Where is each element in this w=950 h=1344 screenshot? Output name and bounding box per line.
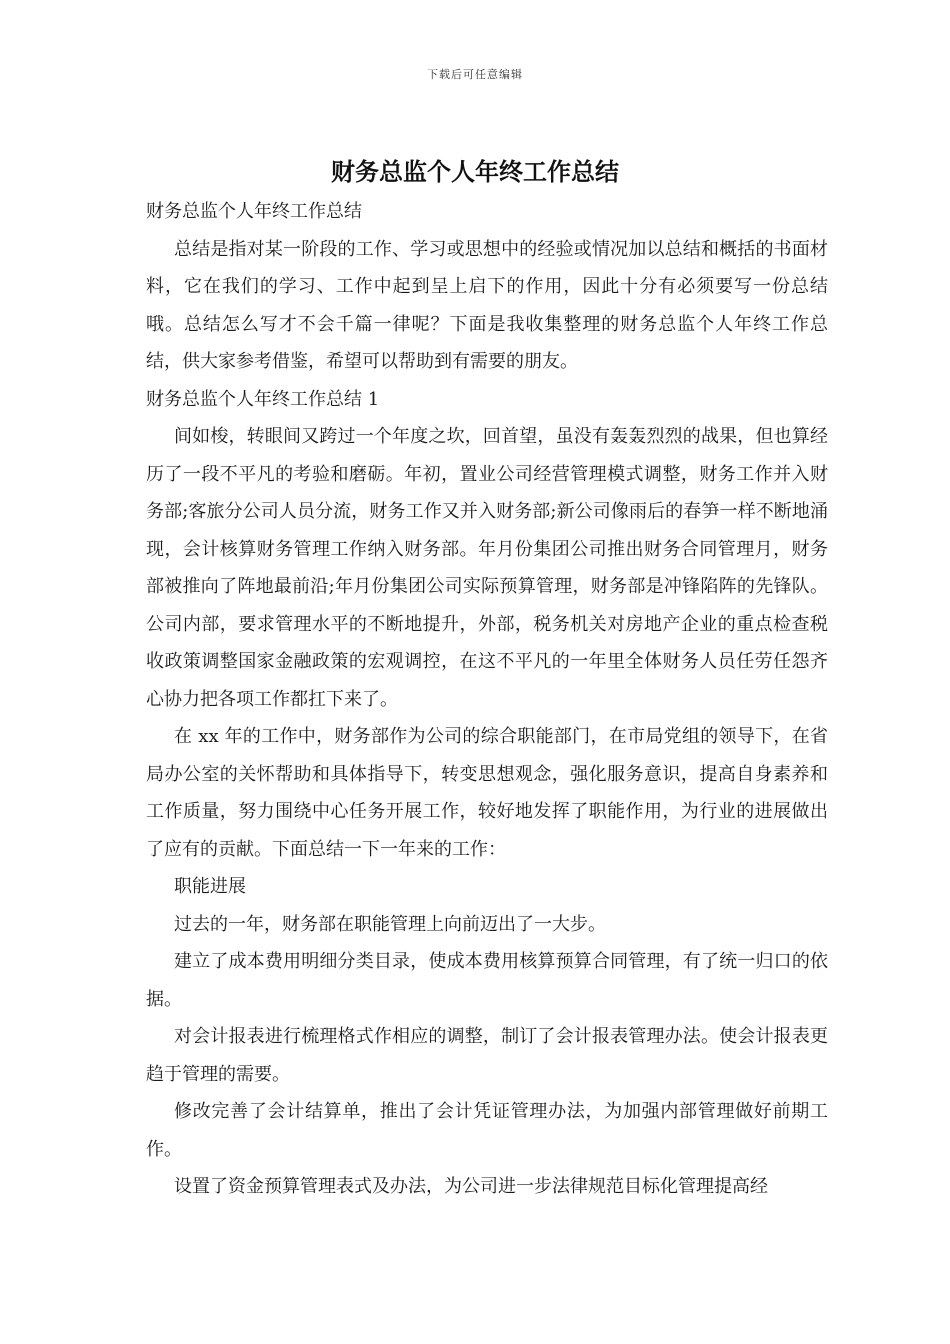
header-note: 下载后可任意编辑 [427, 68, 523, 81]
body-paragraph: 设置了资金预算管理表式及办法，为公司进一步法律规范目标化管理提高经 [174, 1176, 768, 1197]
body-paragraph: 过去的一年，财务部在职能管理上向前迈出了一大步。 [174, 913, 606, 935]
document-title: 财务总监个人年终工作总结 [331, 157, 619, 186]
body-paragraph: 修改完善了会计结算单，推出了会计凭证管理办法，为加强内部管理做好前期工作。 [146, 1101, 828, 1160]
intro-paragraph: 总结是指对某一阶段的工作、学习或思想中的经验或情况加以总结和概括的书面材料，它在我们的学习、工作中起到呈上启下的作用，因此十分有必须要写一份总结哦。总结怎么写才不会千篇一律呢？下面是我收集整理的财务总监个人年终工作总结，供大家参考借鉴，希望可以帮助到有需要的朋友。 [146, 238, 828, 372]
body-paragraph: 在 xx 年的工作中，财务部作为公司的综合职能部门，在市局党组的领导下，在省局办公室的关怀帮助和具体指导下，转变思想观念，强化服务意识，提高自身素养和工作质量，努力围绕中心任务开展工作，较好地发挥了职能作用，为行业的进展做出了应有的贡献。下面总结一下一年来的工作： [146, 726, 828, 860]
body-paragraph: 对会计报表进行梳理格式作相应的调整，制订了会计报表管理办法。使会计报表更趋于管理的需要。 [146, 1026, 828, 1085]
body-paragraph: 建立了成本费用明细分类目录，使成本费用核算预算合同管理，有了统一归口的依据。 [146, 951, 828, 1010]
document-body [146, 193, 828, 1206]
section-heading: 财务总监个人年终工作总结 1 [146, 388, 380, 410]
subheading-paragraph: 职能进展 [174, 876, 246, 897]
body-paragraph: 间如梭，转眼间又跨过一个年度之坎，回首望，虽没有轰轰烈烈的战果，但也算经历了一段不平凡的考验和磨砺。年初，置业公司经营管理模式调整，财务工作并入财务部;客旅分公司人员分流，财务工作又并入财务部;新公司像雨后的春笋一样不断地涌现，会计核算财务管理工作纳入财务部。年月份集团公司推出财务合同管理月，财务部被推向了阵地最前沿;年月份集团公司实际预算管理，财务部是冲锋陷阵的先锋队。公司内部，要求管理水平的不断地提升，外部，税务机关对房地产企业的重点检查税收政策调整国家金融政策的宏观调控，在这不平凡的一年里全体财务人员任劳任怨齐心协力把各项工作都扛下来了。 [146, 426, 828, 710]
subtitle-paragraph: 财务总监个人年终工作总结 [146, 201, 362, 222]
